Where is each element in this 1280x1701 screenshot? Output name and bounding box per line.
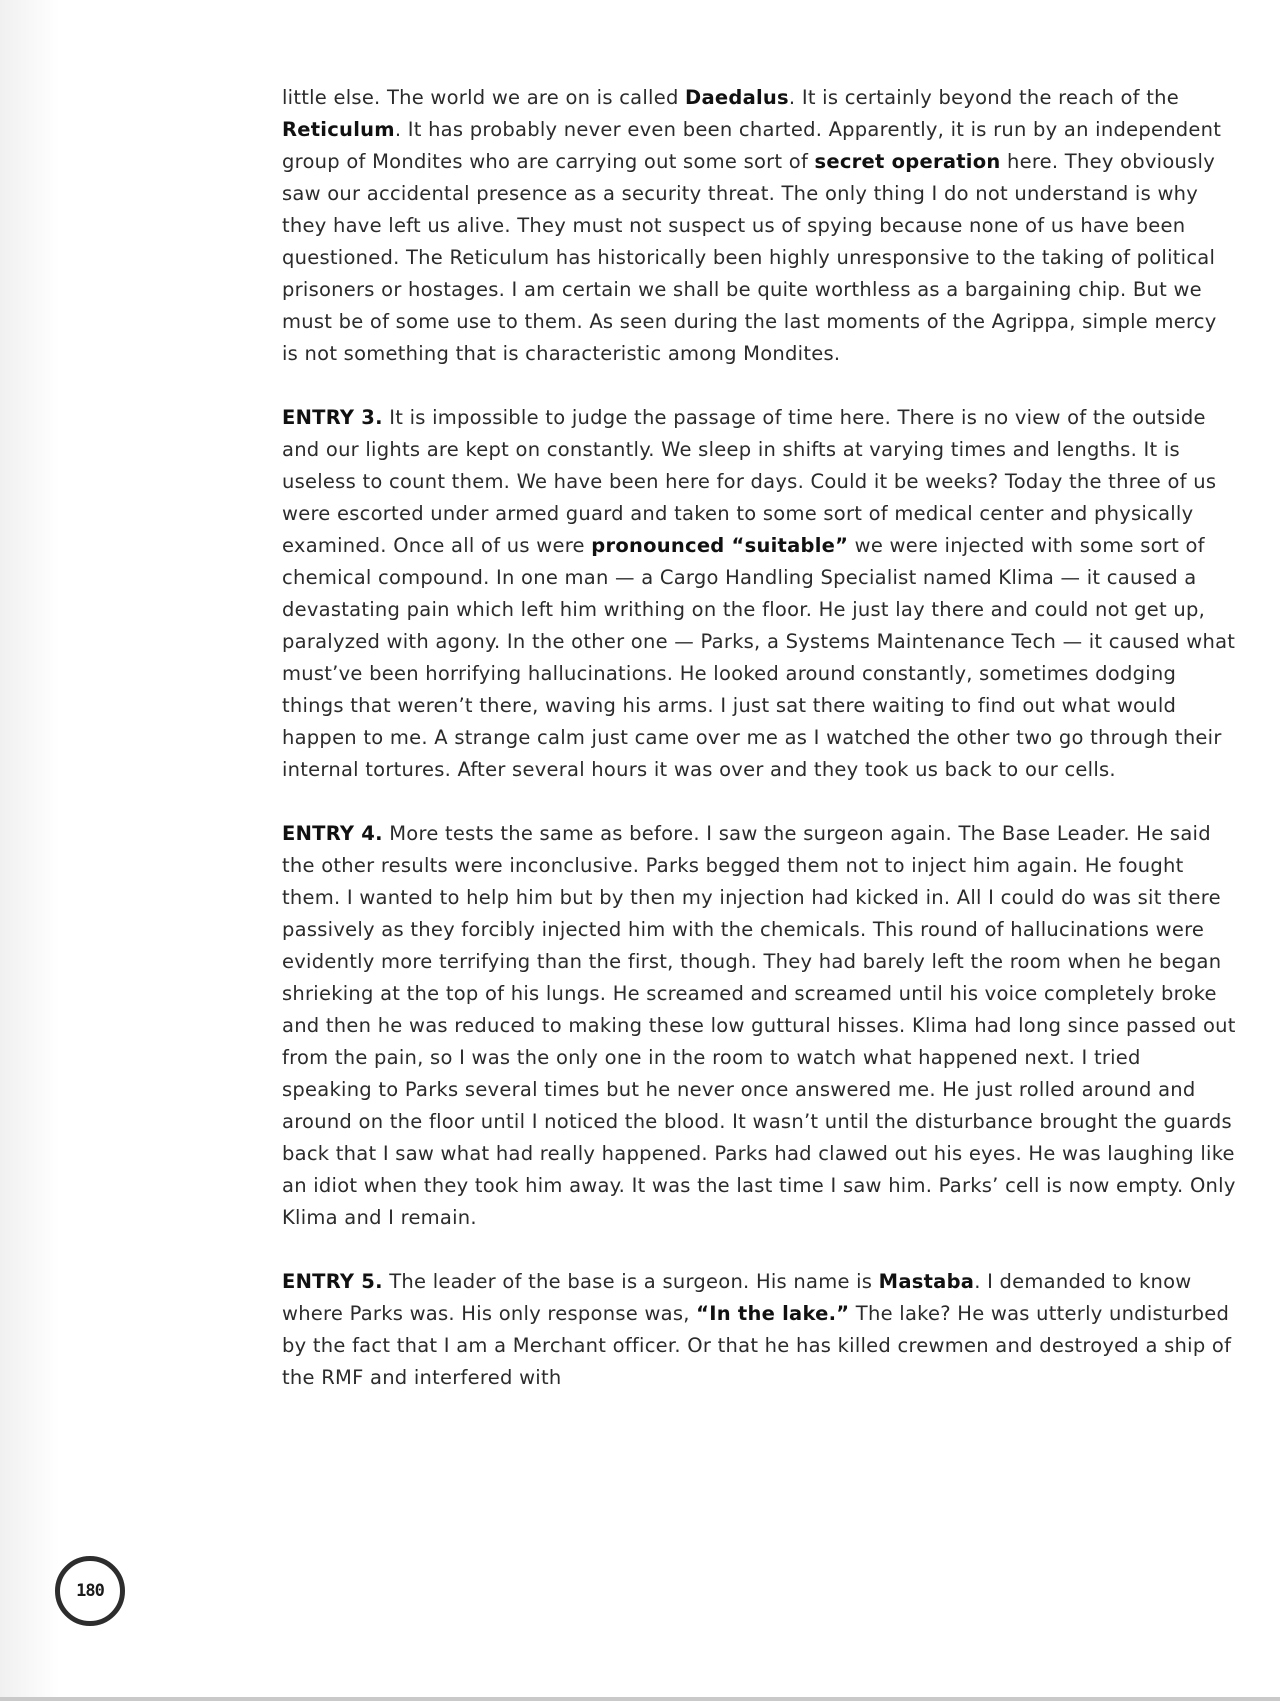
bold-quote-in-the-lake: “In the lake.”: [696, 1302, 850, 1325]
text-segment: More tests the same as before. I saw the surgeon again. The Base Leader. He said the other results were inconclusive. Parks begged them not to inject him again. He fought them. I wanted to help him but by then my injection had kicked in. All I could do was sit there passively as they forcibly injected him with the chemicals. This round of hallucinations were evidently more terrifying than the first, though. They had barely left the room when he began shrieking at the top of his lungs. He screamed and screamed until his voice completely broke and then he was reduced to making these low guttural hisses. Klima had long since passed out from the pain, so I was the only one in the room to watch what happened next. I tried speaking to Parks several times but he never once answered me. He just rolled around and around on the floor until I noticed the blood. It wasn’t until the disturbance brought the guards back that I saw what had really happened. Parks had clawed out his eyes. He was laughing like an idiot when they took him away. It was the last time I saw him. Parks’ cell is now empty. Only Klima and I remain.: [282, 822, 1236, 1229]
entry-label: ENTRY 5.: [282, 1270, 383, 1293]
paragraph-entry-5: [282, 1266, 1237, 1394]
page-gutter-shadow: [0, 0, 60, 1701]
paragraph-entry-3: [282, 402, 1237, 786]
body-text: [282, 82, 1237, 1426]
text-segment: The leader of the base is a surgeon. His name is: [382, 1270, 879, 1293]
text-segment: . It has probably never even been charted. Apparently, it is run by an independent group of Mondites who are carrying out some sort of: [282, 118, 1222, 173]
text-segment: we were injected with some sort of chemical compound. In one man — a Cargo Handling Specialist named Klima — it caused a devastating pain which left him writhing on the floor. He just lay there and could not get up, paralyzed with agony. In the other one — Parks, a Systems Maintenance Tech — it caused what must’ve been horrifying hallucinations. He looked around constantly, sometimes dodging things that weren’t there, waving his arms. I just sat there waiting to find out what would happen to me. A strange calm just came over me as I watched the other two go through their internal tortures. After several hours it was over and they took us back to our cells.: [282, 534, 1236, 781]
text-segment: The lake? He was utterly undisturbed by the fact that I am a Merchant officer. Or that he has killed crewmen and destroyed a ship of the RMF and interfered with: [282, 1302, 1232, 1389]
entry-label: ENTRY 3.: [282, 406, 383, 429]
bold-term-suitable: pronounced “suitable”: [591, 534, 849, 557]
text-segment: It is impossible to judge the passage of time here. There is no view of the outside and our lights are kept on constantly. We sleep in shifts at varying times and lengths. It is useless to count them. We have been here for days. Could it be weeks? Today the three of us were escorted under armed guard and taken to some sort of medical center and physically examined. Once all of us were: [282, 406, 1217, 557]
bold-term-mastaba: Mastaba: [878, 1270, 975, 1293]
bold-term-daedalus: Daedalus: [685, 86, 789, 109]
page-number-badge: [55, 1556, 125, 1626]
text-segment: little else. The world we are on is called: [282, 86, 686, 109]
page-number: 180: [76, 1581, 104, 1601]
paragraph-intro: [282, 82, 1237, 370]
text-segment: . I demanded to know where Parks was. His only response was,: [282, 1270, 1192, 1325]
entry-label: ENTRY 4.: [282, 822, 383, 845]
text-segment: here. They obviously saw our accidental presence as a security threat. The only thing I do not understand is why they have left us alive. They must not suspect us of spying because none of us have been questioned. The Reticulum has historically been highly unresponsive to the taking of political prisoners or hostages. I am certain we shall be quite worthless as a bargaining chip. But we must be of some use to them. As seen during the last moments of the Agrippa, simple mercy is not something that is characteristic among Mondites.: [282, 150, 1217, 365]
bold-term-secret-operation: secret operation: [814, 150, 1001, 173]
text-segment: . It is certainly beyond the reach of the: [788, 86, 1179, 109]
paragraph-entry-4: [282, 818, 1237, 1234]
page-bottom-edge: [0, 1697, 1280, 1701]
bold-term-reticulum: Reticulum: [282, 118, 395, 141]
